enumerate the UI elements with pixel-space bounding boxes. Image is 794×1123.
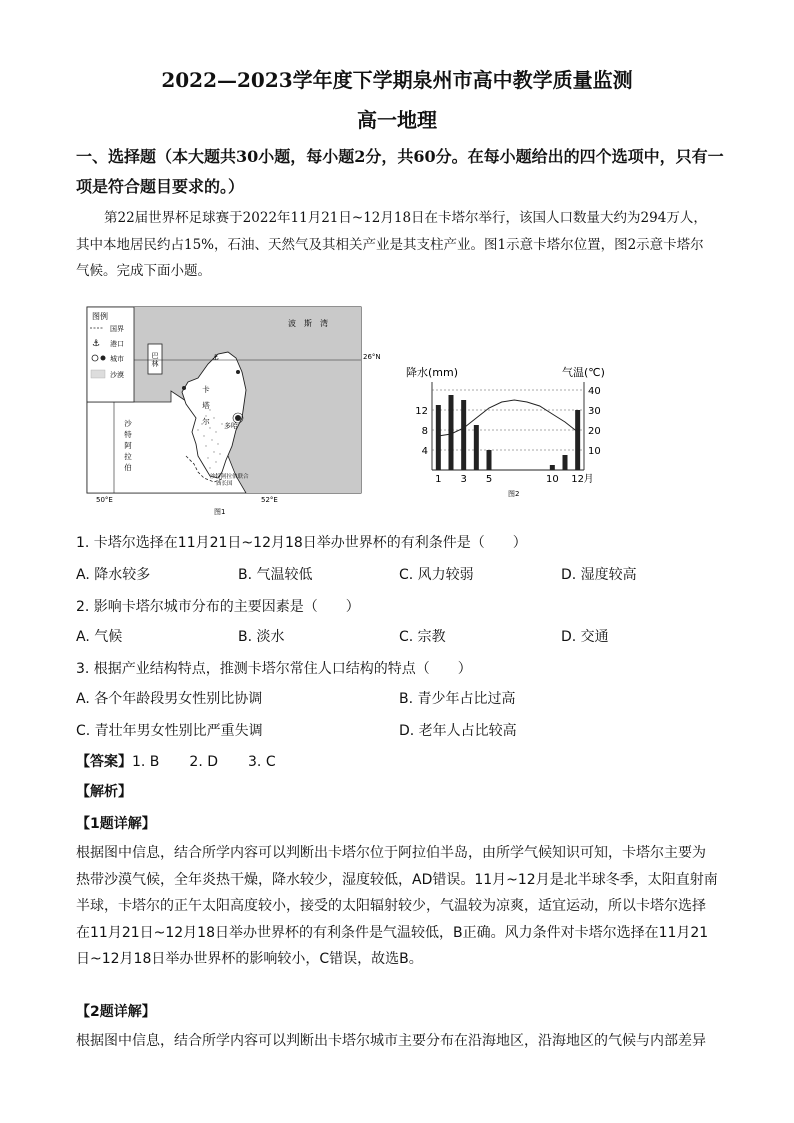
- x-tick-label: 3: [460, 474, 467, 485]
- doha-label: 多哈: [224, 422, 238, 430]
- precipitation-bar: [436, 405, 441, 470]
- precipitation-bar: [461, 400, 466, 470]
- legend-item-border: 国界: [110, 325, 124, 333]
- paper-subtitle: 高一地理: [357, 108, 437, 132]
- right-tick-label: 40: [588, 386, 601, 397]
- q1-detail-text: 根据图中信息，结合所学内容可以判断出卡塔尔位于阿拉伯半岛，由所学气候知识可知，卡塔尔主要为热带沙漠气候，全年炎热干燥，降水较少，湿度较低，AD错误。11月~12月是北半球冬季，太阳直射南半球，卡塔尔的正午太阳高度较小，接受的太阳辐射较少，气温较为凉爽，适宜运动，所以卡塔尔选择在11月21日~12月18日举办世界杯的有利条件是气温较低，B正确。风力条件对卡塔尔选择在11月21日~12月18日举办世界杯的影响较小，C错误，故选B。: [76, 845, 718, 967]
- figure-2-caption: 图2: [508, 490, 520, 498]
- q1-option-c[interactable]: C. 风力较弱: [399, 567, 474, 583]
- x-unit-label: 月: [583, 474, 594, 485]
- precipitation-bar: [575, 410, 580, 470]
- precipitation-bar: [449, 395, 454, 470]
- disputed-label: 沙特阿拉伯联合酋长国: [210, 474, 249, 487]
- q2-option-a[interactable]: A. 气候: [76, 629, 123, 645]
- q2-detail-text: 根据图中信息，结合所学内容可以判断出卡塔尔城市主要分布在沿海地区，沿海地区的气候与内部差异: [76, 1033, 706, 1049]
- island-label: 巴林: [151, 352, 159, 368]
- x-tick-label: 10: [545, 474, 559, 485]
- question-intro: 第22届世界杯足球赛于2022年11月21日~12月18日在卡塔尔举行，该国人口数量大约为294万人，其中本地居民约占15%，石油、天然气及其相关产业是其支柱产业。图1示意卡塔尔位置，图2示意卡塔尔气候。完成下面小题。: [76, 210, 707, 279]
- answer-2: 2. D: [189, 754, 219, 770]
- desert-swatch: [91, 370, 105, 378]
- q2-option-b[interactable]: B. 淡水: [238, 629, 285, 645]
- left-tick-label: 8: [421, 426, 428, 437]
- answer-1: 1. B: [132, 754, 160, 770]
- q2-option-c[interactable]: C. 宗教: [399, 629, 446, 645]
- precipitation-bar: [563, 455, 568, 470]
- x-tick-label: 1: [435, 474, 442, 485]
- legend-item-port: 港口: [110, 340, 124, 348]
- q1-option-b[interactable]: B. 气温较低: [238, 567, 313, 583]
- legend-title: 图例: [92, 312, 108, 321]
- x-tick-label: 12: [571, 474, 585, 485]
- temperature-curve: [438, 400, 577, 436]
- legend-item-city: 城市: [110, 355, 124, 363]
- left-tick-label: 12: [415, 406, 428, 417]
- latitude-label: 26°N: [363, 353, 381, 361]
- q1-option-d[interactable]: D. 湿度较高: [561, 567, 637, 583]
- port-icon: ⚓: [212, 353, 220, 362]
- legend-item-desert: 沙漠: [110, 371, 124, 379]
- longitude-label-50: 50°E: [96, 496, 113, 504]
- right-axis-label: 气温(℃): [562, 366, 605, 379]
- left-axis-label: 降水(mm): [406, 366, 459, 379]
- precipitation-bar: [487, 450, 492, 470]
- country-label: 卡塔尔: [202, 385, 210, 426]
- x-tick-label: 5: [485, 474, 493, 485]
- gulf-label: 波 斯 湾: [288, 319, 328, 328]
- paper-title: 2022—2023学年度下学期泉州市高中教学质量监测: [161, 68, 633, 92]
- figure-1-map: [86, 306, 381, 516]
- q2-detail-label: 【2题详解】: [76, 1004, 156, 1020]
- figure-2-climate-chart: [404, 362, 614, 500]
- q3-option-c[interactable]: C. 青壮年男女性别比严重失调: [76, 723, 263, 739]
- doha-city: [235, 415, 241, 421]
- anchor-icon: ⚓: [92, 339, 101, 349]
- answer-3: 3. C: [248, 754, 276, 770]
- gulf-sea: [134, 307, 361, 360]
- saudi-label: 沙特阿拉伯: [124, 419, 132, 472]
- question-2-stem: 2. 影响卡塔尔城市分布的主要因素是（ ）: [76, 599, 360, 615]
- right-tick-label: 10: [588, 446, 601, 457]
- answer-line: [76, 751, 276, 771]
- right-tick-label: 30: [588, 406, 601, 417]
- question-1-stem: 1. 卡塔尔选择在11月21日~12月18日举办世界杯的有利条件是（ ）: [76, 535, 527, 551]
- q1-option-a[interactable]: A. 降水较多: [76, 567, 151, 583]
- question-3-stem: 3. 根据产业结构特点，推测卡塔尔常住人口结构的特点（ ）: [76, 661, 472, 677]
- analysis-label: 【解析】: [76, 784, 132, 800]
- q3-option-b[interactable]: B. 青少年占比过高: [399, 691, 516, 707]
- q2-option-d[interactable]: D. 交通: [561, 629, 609, 645]
- right-tick-label: 20: [588, 426, 601, 437]
- figure-1-caption: 图1: [214, 508, 226, 516]
- left-tick-label: 4: [421, 446, 428, 457]
- precipitation-bar: [550, 465, 555, 470]
- answer-label: 【答案】: [76, 754, 132, 770]
- longitude-label-52: 52°E: [261, 496, 278, 504]
- q3-option-a[interactable]: A. 各个年龄段男女性别比协调: [76, 691, 263, 707]
- q3-option-d[interactable]: D. 老年人占比较高: [399, 723, 517, 739]
- section-heading: 一、选择题（本大题共30小题，每小题2分，共60分。在每小题给出的四个选项中，只有一项是符合题目要求的。）: [76, 147, 724, 196]
- precipitation-bar: [474, 425, 479, 470]
- q1-detail-label: 【1题详解】: [76, 816, 156, 832]
